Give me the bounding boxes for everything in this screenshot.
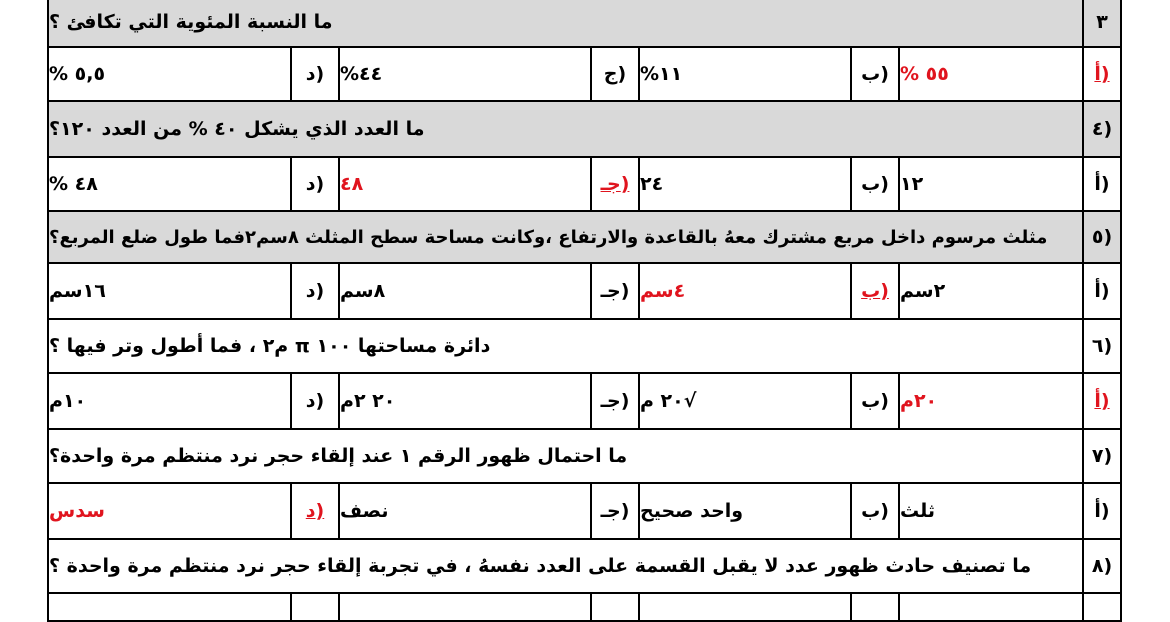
option-b-value[interactable]: ٤سم (638, 262, 852, 320)
option-a-value[interactable]: ٢٠م (898, 372, 1084, 430)
option-a-letter: أ) (1082, 482, 1122, 540)
options-row (47, 482, 1122, 540)
question-row (47, 210, 1122, 264)
option-c-value[interactable]: نصف (338, 482, 592, 540)
options-row (47, 46, 1122, 102)
options-row (47, 156, 1122, 212)
option-cell (338, 592, 592, 622)
option-b-value[interactable]: ٢٤ (638, 156, 852, 212)
question-number: ٧) (1082, 428, 1122, 484)
question-row (47, 0, 1122, 48)
option-b-letter: ب) (850, 482, 900, 540)
question-text: ما النسبة المئوية التي تكافئ ؟ (47, 0, 1084, 48)
option-a-value[interactable]: ٥٥ % (898, 46, 1084, 102)
option-b-letter: ب) (850, 372, 900, 430)
question-row (47, 538, 1122, 594)
option-d-letter: د) (290, 372, 340, 430)
option-c-value[interactable]: ٨سم (338, 262, 592, 320)
option-d-letter: د) (290, 46, 340, 102)
option-b-letter: ب) (850, 46, 900, 102)
question-text: دائرة مساحتها ١٠٠ π م٢ ، فما أطول وتر فيها ؟ (47, 318, 1084, 374)
question-text: ما العدد الذي يشكل ٤٠ % من العدد ١٢٠؟ (47, 100, 1084, 158)
option-d-letter: د) (290, 482, 340, 540)
option-c-value[interactable]: ٢٠ ٢م (338, 372, 592, 430)
question-row (47, 428, 1122, 484)
option-a-letter: أ) (1082, 372, 1122, 430)
question-text: مثلث مرسوم داخل مربع مشترك معهُ بالقاعدة والارتفاع ،وكانت مساحة سطح المثلث ٨سم٢فما طول ضلع المربع؟ (47, 210, 1084, 264)
question-text: ما تصنيف حادث ظهور عدد لا يقبل القسمة على العدد نفسهُ ، في تجربة إلقاء حجر نرد منتظم مرة واحدة ؟ (47, 538, 1084, 594)
option-d-value[interactable]: ١٦سم (47, 262, 292, 320)
option-b-letter: ب) (850, 156, 900, 212)
option-a-value[interactable]: ١٢ (898, 156, 1084, 212)
option-a-value[interactable]: ٢سم (898, 262, 1084, 320)
option-a-letter: أ) (1082, 262, 1122, 320)
option-cell (898, 592, 1084, 622)
option-cell (638, 592, 852, 622)
question-number: ٨) (1082, 538, 1122, 594)
option-c-letter: جـ) (590, 482, 640, 540)
option-d-value[interactable]: ٥,٥ % (47, 46, 292, 102)
option-b-value[interactable]: واحد صحيح (638, 482, 852, 540)
option-c-letter: جـ) (590, 372, 640, 430)
option-a-letter: أ) (1082, 46, 1122, 102)
question-number: ٥) (1082, 210, 1122, 264)
option-d-value[interactable]: ٤٨ % (47, 156, 292, 212)
option-d-value[interactable]: ١٠م (47, 372, 292, 430)
option-b-letter: ب) (850, 262, 900, 320)
option-b-value[interactable]: ١١% (638, 46, 852, 102)
exam-sheet (47, 0, 1122, 610)
question-number: ٤) (1082, 100, 1122, 158)
question-number: ٣ (1082, 0, 1122, 48)
question-text: ما احتمال ظهور الرقم ١ عند إلقاء حجر نرد منتظم مرة واحدة؟ (47, 428, 1084, 484)
question-row (47, 100, 1122, 158)
option-c-value[interactable]: ٤٤% (338, 46, 592, 102)
option-cell (47, 592, 292, 622)
option-d-letter: د) (290, 156, 340, 212)
option-cell (590, 592, 640, 622)
option-cell (290, 592, 340, 622)
option-c-letter: جـ) (590, 262, 640, 320)
option-cell (1082, 592, 1122, 622)
question-row (47, 318, 1122, 374)
option-a-letter: أ) (1082, 156, 1122, 212)
option-b-value[interactable]: √٢٠ م (638, 372, 852, 430)
option-c-value[interactable]: ٤٨ (338, 156, 592, 212)
options-row (47, 592, 1122, 622)
option-d-letter: د) (290, 262, 340, 320)
option-a-value[interactable]: ثلث (898, 482, 1084, 540)
option-c-letter: ج) (590, 46, 640, 102)
options-row (47, 262, 1122, 320)
options-row (47, 372, 1122, 430)
option-cell (850, 592, 900, 622)
option-d-value[interactable]: سدس (47, 482, 292, 540)
option-c-letter: جـ) (590, 156, 640, 212)
question-number: ٦) (1082, 318, 1122, 374)
